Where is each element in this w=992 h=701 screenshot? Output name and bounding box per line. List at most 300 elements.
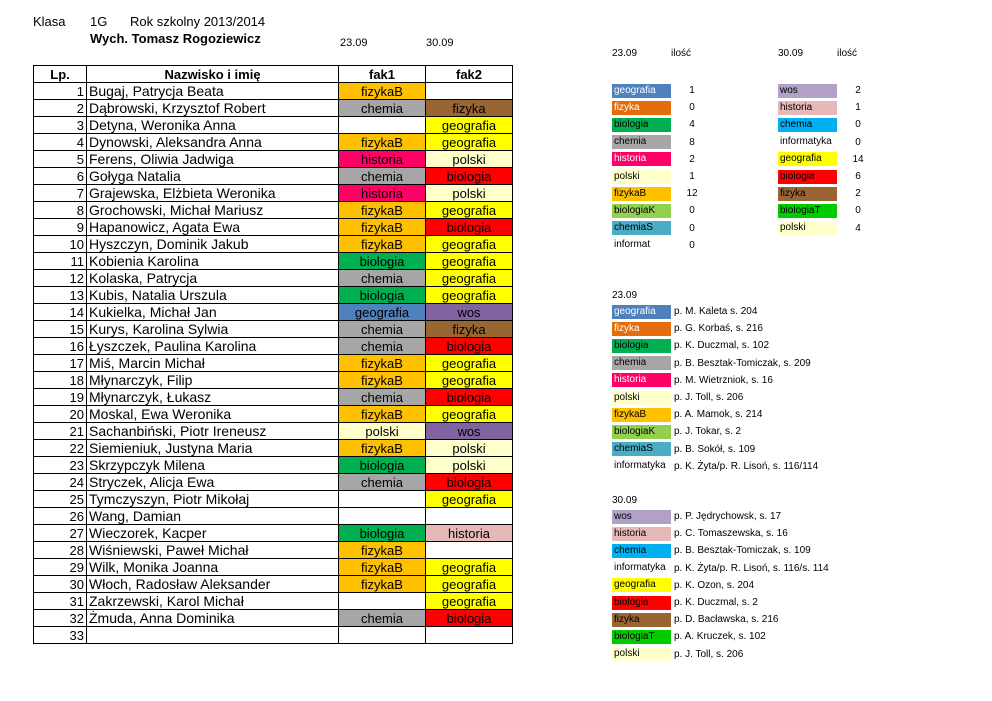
row-fak1: fizykaB (339, 134, 426, 151)
subject-swatch: geografia (612, 305, 671, 319)
subject-swatch: informatyka (778, 135, 837, 149)
subject-teacher: p. K. Żyta/p. R. Lisoń, s. 116/s. 114 (674, 562, 829, 574)
subject-swatch: historia (778, 101, 837, 115)
table-row (34, 559, 513, 576)
row-fak1: fizykaB (339, 83, 426, 100)
row-lp: 4 (34, 134, 87, 151)
row-name: Sachanbiński, Piotr Ireneusz (87, 423, 339, 440)
subject-swatch: historia (612, 152, 671, 166)
row-name: Zakrzewski, Karol Michał (87, 593, 339, 610)
row-fak2: polski (426, 457, 513, 474)
table-row (34, 457, 513, 474)
row-name: Kolaska, Patrycja (87, 270, 339, 287)
row-lp: 25 (34, 491, 87, 508)
table-row (34, 219, 513, 236)
row-lp: 3 (34, 117, 87, 134)
subject-count: 0 (855, 205, 861, 217)
subject-teacher: p. B. Besztak-Tomiczak, s. 109 (674, 545, 811, 557)
table-row (34, 440, 513, 457)
row-fak1: chemia (339, 270, 426, 287)
class-teacher: Wych. Tomasz Rogoziewicz (90, 31, 261, 46)
students-table (33, 65, 513, 644)
table-row (34, 389, 513, 406)
count-row (778, 151, 879, 168)
row-fak1 (339, 627, 426, 644)
subject-swatch: polski (778, 221, 837, 235)
subject-teacher: p. J. Toll, s. 206 (674, 648, 744, 660)
row-fak2: geografia (426, 270, 513, 287)
subject-teacher: p. K. Ozon, s. 204 (674, 579, 755, 591)
subject-teacher: p. K. Duczmal, s. 102 (674, 340, 770, 352)
row-lp: 2 (34, 100, 87, 117)
row-name: Wieczorek, Kacper (87, 525, 339, 542)
row-name: Włoch, Radosław Aleksander (87, 576, 339, 593)
row-fak1: fizykaB (339, 576, 426, 593)
subject-swatch: biologiaK (612, 204, 671, 218)
subject-swatch: fizykaB (612, 408, 671, 422)
subject-teacher: p. M. Kaleta s. 204 (674, 306, 758, 318)
row-fak2: polski (426, 151, 513, 168)
table-row (34, 304, 513, 321)
row-name: Stryczek, Alicja Ewa (87, 474, 339, 491)
subject-swatch: biologiaT (612, 630, 671, 644)
row-name: Wiśniewski, Paweł Michał (87, 542, 339, 559)
row-name: Bugaj, Patrycja Beata (87, 83, 339, 100)
row-name: Grajewska, Elżbieta Weronika (87, 185, 339, 202)
row-lp: 26 (34, 508, 87, 525)
subject-swatch: geografia (612, 84, 671, 98)
subject-swatch: polski (612, 391, 671, 405)
subject-swatch: fizykaB (612, 187, 671, 201)
subject-swatch: biologia (612, 339, 671, 353)
row-fak1: fizykaB (339, 440, 426, 457)
subject-teacher: p. A. Mamok, s. 214 (674, 409, 763, 421)
table-row (34, 525, 513, 542)
subject-teacher: p. B. Sokół, s. 109 (674, 443, 756, 455)
row-name: Skrzypczyk Milena (87, 457, 339, 474)
row-fak2: polski (426, 440, 513, 457)
subject-teacher: p. J. Tokar, s. 2 (674, 426, 742, 438)
teacher-row (612, 628, 829, 645)
row-lp: 17 (34, 355, 87, 372)
row-fak1: biologia (339, 525, 426, 542)
table-row (34, 321, 513, 338)
row-fak1: biologia (339, 287, 426, 304)
row-lp: 20 (34, 406, 87, 423)
row-lp: 27 (34, 525, 87, 542)
row-fak2: biologia (426, 610, 513, 627)
row-name: Kukielka, Michał Jan (87, 304, 339, 321)
table-row (34, 610, 513, 627)
subject-teacher: p. C. Tomaszewska, s. 16 (674, 528, 788, 540)
row-fak1: fizykaB (339, 355, 426, 372)
school-year: Rok szkolny 2013/2014 (130, 14, 266, 29)
row-lp: 15 (34, 321, 87, 338)
count-row (778, 134, 879, 151)
teacher-row (612, 320, 818, 337)
count-row (778, 220, 879, 237)
row-fak1 (339, 508, 426, 525)
teacher-row (612, 423, 818, 440)
count-row (778, 82, 879, 99)
row-name: Gołyga Natalia (87, 168, 339, 185)
row-name: Wang, Damian (87, 508, 339, 525)
row-lp: 7 (34, 185, 87, 202)
row-name: Detyna, Weronika Anna (87, 117, 339, 134)
table-row (34, 151, 513, 168)
row-name: Żmuda, Anna Dominika (87, 610, 339, 627)
row-fak2: geografia (426, 287, 513, 304)
row-fak2 (426, 627, 513, 644)
counts-30-header (778, 48, 879, 62)
row-fak2: biologia (426, 474, 513, 491)
table-row (34, 338, 513, 355)
row-fak2: biologia (426, 168, 513, 185)
count-row (612, 151, 713, 168)
row-fak1: fizykaB (339, 406, 426, 423)
table-row (34, 508, 513, 525)
subject-swatch: fizyka (612, 322, 671, 336)
counts-30-ilosc: ilość (837, 48, 858, 59)
count-row (612, 82, 713, 99)
row-fak1: chemia (339, 389, 426, 406)
teacher-row (612, 441, 818, 458)
subject-swatch: fizyka (778, 187, 837, 201)
table-row (34, 287, 513, 304)
row-fak2: geografia (426, 372, 513, 389)
counts-23-ilosc: ilość (671, 48, 692, 59)
row-fak2: geografia (426, 593, 513, 610)
row-lp: 12 (34, 270, 87, 287)
row-name: Kobienia Karolina (87, 253, 339, 270)
row-name: Siemieniuk, Justyna Maria (87, 440, 339, 457)
subject-swatch: biologiaT (778, 204, 837, 218)
subject-teacher: p. M. Wietrzniok, s. 16 (674, 374, 773, 386)
row-fak1: chemia (339, 338, 426, 355)
row-fak2: geografia (426, 134, 513, 151)
row-name: Ferens, Oliwia Jadwiga (87, 151, 339, 168)
row-fak2: historia (426, 525, 513, 542)
row-lp: 23 (34, 457, 87, 474)
subject-swatch: historia (612, 527, 671, 541)
table-row (34, 83, 513, 100)
row-fak1: polski (339, 423, 426, 440)
count-row (778, 116, 879, 133)
subject-swatch: polski (612, 170, 671, 184)
count-row (612, 202, 713, 219)
subject-count: 14 (852, 153, 864, 165)
row-fak1: fizykaB (339, 202, 426, 219)
subject-swatch: biologia (778, 170, 837, 184)
table-row (34, 100, 513, 117)
teacher-row (612, 355, 818, 372)
row-lp: 18 (34, 372, 87, 389)
table-row (34, 423, 513, 440)
row-name: Młynarczyk, Filip (87, 372, 339, 389)
teacher-row (612, 458, 818, 475)
row-fak2: biologia (426, 389, 513, 406)
table-row (34, 372, 513, 389)
table-row (34, 406, 513, 423)
table-row (34, 185, 513, 202)
teacher-row (612, 406, 818, 423)
subject-swatch: geografia (612, 578, 671, 592)
row-lp: 8 (34, 202, 87, 219)
subject-count: 0 (689, 102, 695, 114)
subject-count: 4 (855, 222, 861, 234)
count-row (778, 99, 879, 116)
row-name: Hapanowicz, Agata Ewa (87, 219, 339, 236)
row-lp: 24 (34, 474, 87, 491)
row-fak1: biologia (339, 253, 426, 270)
col-header-fak2: fak2 (426, 66, 513, 83)
col-header-fak1: fak1 (339, 66, 426, 83)
row-fak2: geografia (426, 406, 513, 423)
subject-count: 1 (855, 102, 861, 114)
count-row (612, 168, 713, 185)
subject-swatch: fizyka (612, 101, 671, 115)
row-fak1 (339, 117, 426, 134)
row-fak1: chemia (339, 168, 426, 185)
row-lp: 16 (34, 338, 87, 355)
row-lp: 5 (34, 151, 87, 168)
count-row (612, 237, 713, 254)
row-fak1: fizykaB (339, 219, 426, 236)
subject-teacher: p. P. Jędrychowsk, s. 17 (674, 511, 782, 523)
row-fak2: geografia (426, 576, 513, 593)
row-lp: 32 (34, 610, 87, 627)
teacher-row (612, 389, 818, 406)
row-fak2 (426, 542, 513, 559)
subject-swatch: wos (778, 84, 837, 98)
teacher-row (612, 508, 829, 525)
subject-swatch: biologia (612, 596, 671, 610)
row-fak1: geografia (339, 304, 426, 321)
subject-teacher: p. B. Besztak-Tomiczak, s. 209 (674, 357, 811, 369)
subject-swatch: chemia (612, 135, 671, 149)
row-name: Miś, Marcin Michał (87, 355, 339, 372)
teacher-row (612, 337, 818, 354)
subject-swatch: chemia (612, 356, 671, 370)
subject-count: 2 (689, 153, 695, 165)
subject-swatch: informatyka (612, 459, 671, 473)
count-row (612, 185, 713, 202)
subject-swatch: biologia (612, 118, 671, 132)
count-row (612, 220, 713, 237)
subject-count: 8 (689, 136, 695, 148)
row-fak2 (426, 83, 513, 100)
row-name: Grochowski, Michał Mariusz (87, 202, 339, 219)
date-2: 30.09 (426, 37, 454, 49)
subject-teacher: p. A. Kruczek, s. 102 (674, 631, 766, 643)
row-fak2: wos (426, 304, 513, 321)
subject-count: 4 (689, 119, 695, 131)
row-lp: 19 (34, 389, 87, 406)
row-fak2: polski (426, 185, 513, 202)
row-fak1 (339, 491, 426, 508)
klasa-value: 1G (90, 14, 108, 29)
subject-swatch: chemiaS (612, 442, 671, 456)
row-fak2: geografia (426, 202, 513, 219)
klasa-label: Klasa (33, 14, 66, 29)
table-row (34, 355, 513, 372)
count-row (612, 99, 713, 116)
subject-count: 2 (855, 188, 861, 200)
row-lp: 9 (34, 219, 87, 236)
table-row (34, 270, 513, 287)
row-lp: 11 (34, 253, 87, 270)
teacher-row (612, 372, 818, 389)
counts-23-panel (612, 48, 713, 254)
row-fak1: chemia (339, 100, 426, 117)
counts-23-header (612, 48, 713, 62)
row-fak2: geografia (426, 559, 513, 576)
table-header-row (34, 66, 513, 83)
row-fak2 (426, 508, 513, 525)
row-fak2: geografia (426, 355, 513, 372)
row-fak1: fizykaB (339, 542, 426, 559)
count-row (612, 116, 713, 133)
row-fak1: historia (339, 151, 426, 168)
count-row (778, 168, 879, 185)
teachers-23-panel (612, 289, 818, 475)
subject-swatch: chemia (612, 544, 671, 558)
row-name: Dynowski, Aleksandra Anna (87, 134, 339, 151)
row-fak1: fizykaB (339, 372, 426, 389)
table-row (34, 253, 513, 270)
row-lp: 30 (34, 576, 87, 593)
table-row (34, 491, 513, 508)
row-name: Wilk, Monika Joanna (87, 559, 339, 576)
row-fak1: chemia (339, 474, 426, 491)
subject-count: 1 (689, 171, 695, 183)
row-fak1: chemia (339, 610, 426, 627)
teacher-row (612, 646, 829, 663)
teachers-30-panel (612, 494, 829, 663)
table-row (34, 576, 513, 593)
subject-swatch: polski (612, 647, 671, 661)
row-fak2: geografia (426, 253, 513, 270)
date-1: 23.09 (340, 37, 368, 49)
row-fak2: geografia (426, 236, 513, 253)
subject-swatch: geografia (778, 152, 837, 166)
row-name: Moskal, Ewa Weronika (87, 406, 339, 423)
teachers-23-date: 23.09 (612, 290, 638, 301)
subject-count: 0 (689, 205, 695, 217)
subject-count: 0 (855, 119, 861, 131)
row-lp: 10 (34, 236, 87, 253)
subject-teacher: p. D. Bacławska, s. 216 (674, 614, 779, 626)
students-table-body (34, 83, 513, 644)
teacher-row (612, 303, 818, 320)
table-row (34, 202, 513, 219)
row-fak2: biologia (426, 219, 513, 236)
col-header-name: Nazwisko i imię (87, 66, 339, 83)
row-lp: 22 (34, 440, 87, 457)
teachers-30-date: 30.09 (612, 495, 638, 506)
row-fak2: geografia (426, 491, 513, 508)
subject-count: 0 (689, 239, 695, 251)
counts-23-date: 23.09 (612, 48, 638, 59)
count-row (612, 134, 713, 151)
teacher-row (612, 542, 829, 559)
teacher-row (612, 560, 829, 577)
row-lp: 31 (34, 593, 87, 610)
row-lp: 29 (34, 559, 87, 576)
row-lp: 13 (34, 287, 87, 304)
subject-count: 0 (855, 136, 861, 148)
counts-30-date: 30.09 (778, 48, 804, 59)
row-fak1: fizykaB (339, 236, 426, 253)
subject-count: 12 (686, 188, 698, 200)
subject-swatch: informatyka (612, 561, 671, 575)
table-row (34, 117, 513, 134)
subject-count: 0 (689, 222, 695, 234)
row-fak1: historia (339, 185, 426, 202)
subject-teacher: p. J. Toll, s. 206 (674, 392, 744, 404)
row-lp: 21 (34, 423, 87, 440)
subject-count: 2 (855, 85, 861, 97)
table-row (34, 593, 513, 610)
row-lp: 1 (34, 83, 87, 100)
row-lp: 33 (34, 627, 87, 644)
teacher-row (612, 577, 829, 594)
count-row (778, 202, 879, 219)
table-row (34, 627, 513, 644)
row-name: Tymczyszyn, Piotr Mikołaj (87, 491, 339, 508)
table-row (34, 542, 513, 559)
teacher-row (612, 525, 829, 542)
row-fak2: biologia (426, 338, 513, 355)
col-header-lp: Lp. (34, 66, 87, 83)
row-fak2: wos (426, 423, 513, 440)
row-name: Hyszczyn, Dominik Jakub (87, 236, 339, 253)
subject-swatch: fizyka (612, 613, 671, 627)
row-name: Dąbrowski, Krzysztof Robert (87, 100, 339, 117)
row-fak2: fizyka (426, 100, 513, 117)
row-fak1 (339, 593, 426, 610)
row-fak1: fizykaB (339, 559, 426, 576)
row-lp: 28 (34, 542, 87, 559)
table-row (34, 474, 513, 491)
table-row (34, 134, 513, 151)
subject-teacher: p. K. Żyta/p. R. Lisoń, s. 116/114 (674, 460, 819, 472)
row-lp: 6 (34, 168, 87, 185)
row-name: Łyszczek, Paulina Karolina (87, 338, 339, 355)
subject-count: 1 (689, 85, 695, 97)
subject-swatch: chemia (778, 118, 837, 132)
subject-swatch: informat (612, 238, 671, 252)
row-name: Młynarczyk, Łukasz (87, 389, 339, 406)
subject-swatch: historia (612, 373, 671, 387)
subject-swatch: biologiaK (612, 425, 671, 439)
counts-30-panel (778, 48, 879, 237)
subject-swatch: wos (612, 510, 671, 524)
row-name (87, 627, 339, 644)
row-fak2: fizyka (426, 321, 513, 338)
subject-swatch: chemiaS (612, 221, 671, 235)
count-row (778, 185, 879, 202)
row-fak1: biologia (339, 457, 426, 474)
row-name: Kubis, Natalia Urszula (87, 287, 339, 304)
row-fak2: geografia (426, 117, 513, 134)
row-fak1: chemia (339, 321, 426, 338)
table-row (34, 236, 513, 253)
subject-count: 6 (855, 171, 861, 183)
table-row (34, 168, 513, 185)
row-name: Kurys, Karolina Sylwia (87, 321, 339, 338)
teacher-row (612, 611, 829, 628)
